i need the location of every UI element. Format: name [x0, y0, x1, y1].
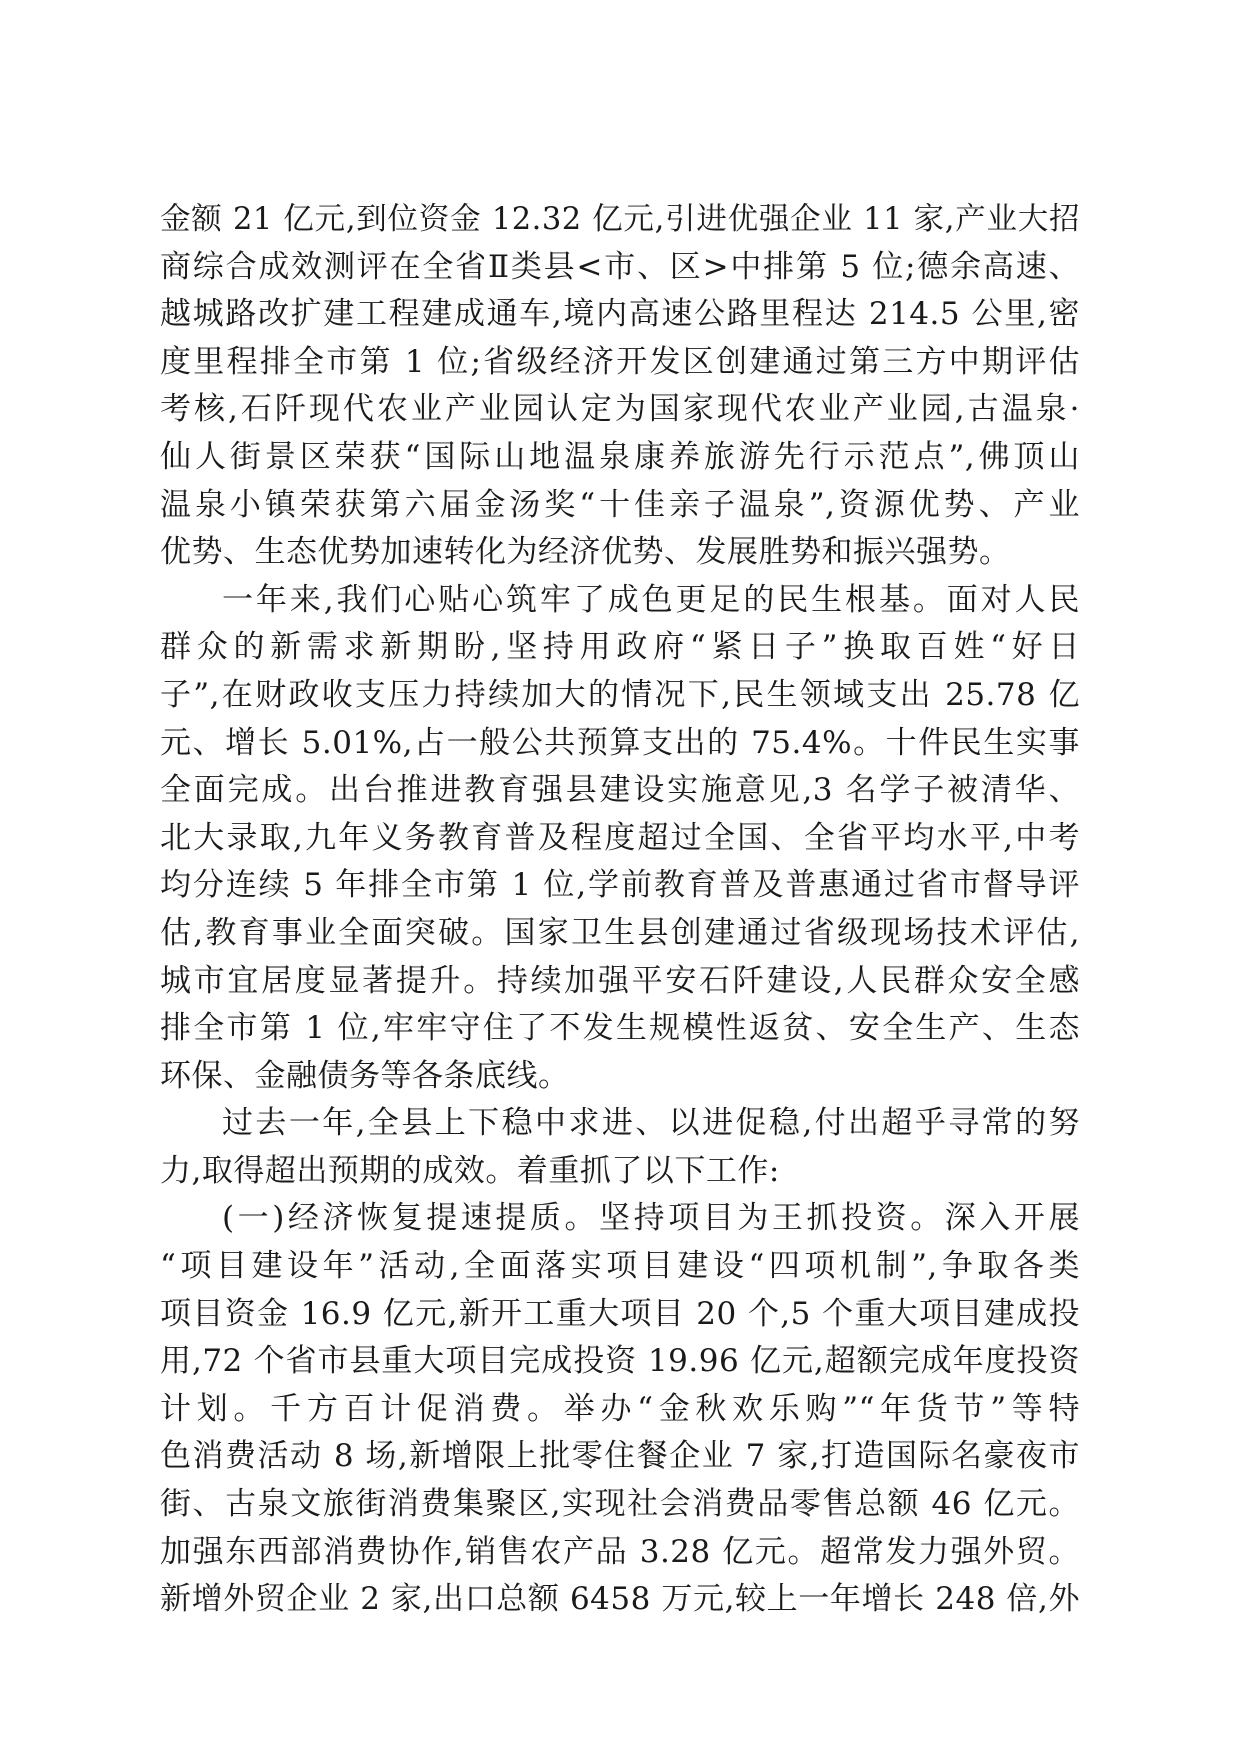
text-line: 全面完成。出台推进教育强县建设实施意见,3 名学子被清华、: [160, 772, 1080, 809]
text-line: 越城路改扩建工程建成通车,境内高速公路里程达 214.5 公里,密: [160, 296, 1080, 333]
text-line: 新增外贸企业 2 家,出口总额 6458 万元,较上一年增长 248 倍,外: [160, 1581, 1080, 1618]
text-line: 用,72 个省市县重大项目完成投资 19.96 亿元,超额完成年度投资: [160, 1343, 1080, 1380]
text-line: 元、增长 5.01%,占一般公共预算支出的 75.4%。十件民生实事: [160, 724, 1080, 761]
text-line: 色消费活动 8 场,新增限上批零住餐企业 7 家,打造国际名豪夜市: [160, 1438, 1080, 1475]
text-line: 均分连续 5 年排全市第 1 位,学前教育普及普惠通过省市督导评: [160, 867, 1080, 904]
text-line: 一年来,我们心贴心筑牢了成色更足的民生根基。面对人民: [222, 581, 1080, 618]
text-line: 计划。千方百计促消费。举办“金秋欢乐购”“年货节”等特: [160, 1390, 1080, 1427]
text-line: “项目建设年”活动,全面落实项目建设“四项机制”,争取各类: [160, 1248, 1080, 1285]
text-line: 优势、生态优势加速转化为经济优势、发展胜势和振兴强势。: [160, 534, 1011, 571]
text-line: (一)经济恢复提速提质。坚持项目为王抓投资。深入开展: [222, 1200, 1080, 1237]
text-line: 街、古泉文旅街消费集聚区,实现社会消费品零售总额 46 亿元。: [160, 1486, 1080, 1523]
text-line: 环保、金融债务等各条底线。: [160, 1057, 570, 1094]
text-line: 估,教育事业全面突破。国家卫生县创建通过省级现场技术评估,: [160, 914, 1080, 951]
text-line: 排全市第 1 位,牢牢守住了不发生规模性返贫、安全生产、生态: [160, 1010, 1080, 1047]
text-line: 北大录取,九年义务教育普及程度超过全国、全省平均水平,中考: [160, 819, 1080, 856]
text-line: 金额 21 亿元,到位资金 12.32 亿元,引进优强企业 11 家,产业大招: [160, 202, 1080, 237]
text-line: 考核,石阡现代农业产业园认定为国家现代农业产业园,古温泉·: [160, 391, 1080, 428]
text-line: 力,取得超出预期的成效。着重抓了以下工作:: [160, 1152, 780, 1189]
text-line: 仙人街景区荣获“国际山地温泉康养旅游先行示范点”,佛顶山: [160, 438, 1080, 475]
text-line: 群众的新需求新期盼,坚持用政府“紧日子”换取百姓“好日: [160, 629, 1080, 666]
text-line: 温泉小镇荣获第六届金汤奖“十佳亲子温泉”,资源优势、产业: [160, 486, 1080, 523]
text-line: 加强东西部消费协作,销售农产品 3.28 亿元。超常发力强外贸。: [160, 1533, 1080, 1570]
text-line: 商综合成效测评在全省Ⅱ类县<市、区>中排第 5 位;德余高速、: [160, 248, 1080, 285]
text-line: 城市宜居度显著提升。持续加强平安石阡建设,人民群众安全感: [160, 962, 1080, 999]
text-line: 项目资金 16.9 亿元,新开工重大项目 20 个,5 个重大项目建成投: [160, 1295, 1080, 1332]
text-line: 过去一年,全县上下稳中求进、以进促稳,付出超乎寻常的努: [222, 1105, 1080, 1142]
body-text: [160, 196, 1080, 1624]
text-line: 度里程排全市第 1 位;省级经济开发区创建通过第三方中期评估: [160, 343, 1080, 380]
text-line: 子”,在财政收支压力持续加大的情况下,民生领域支出 25.78 亿: [160, 676, 1080, 713]
